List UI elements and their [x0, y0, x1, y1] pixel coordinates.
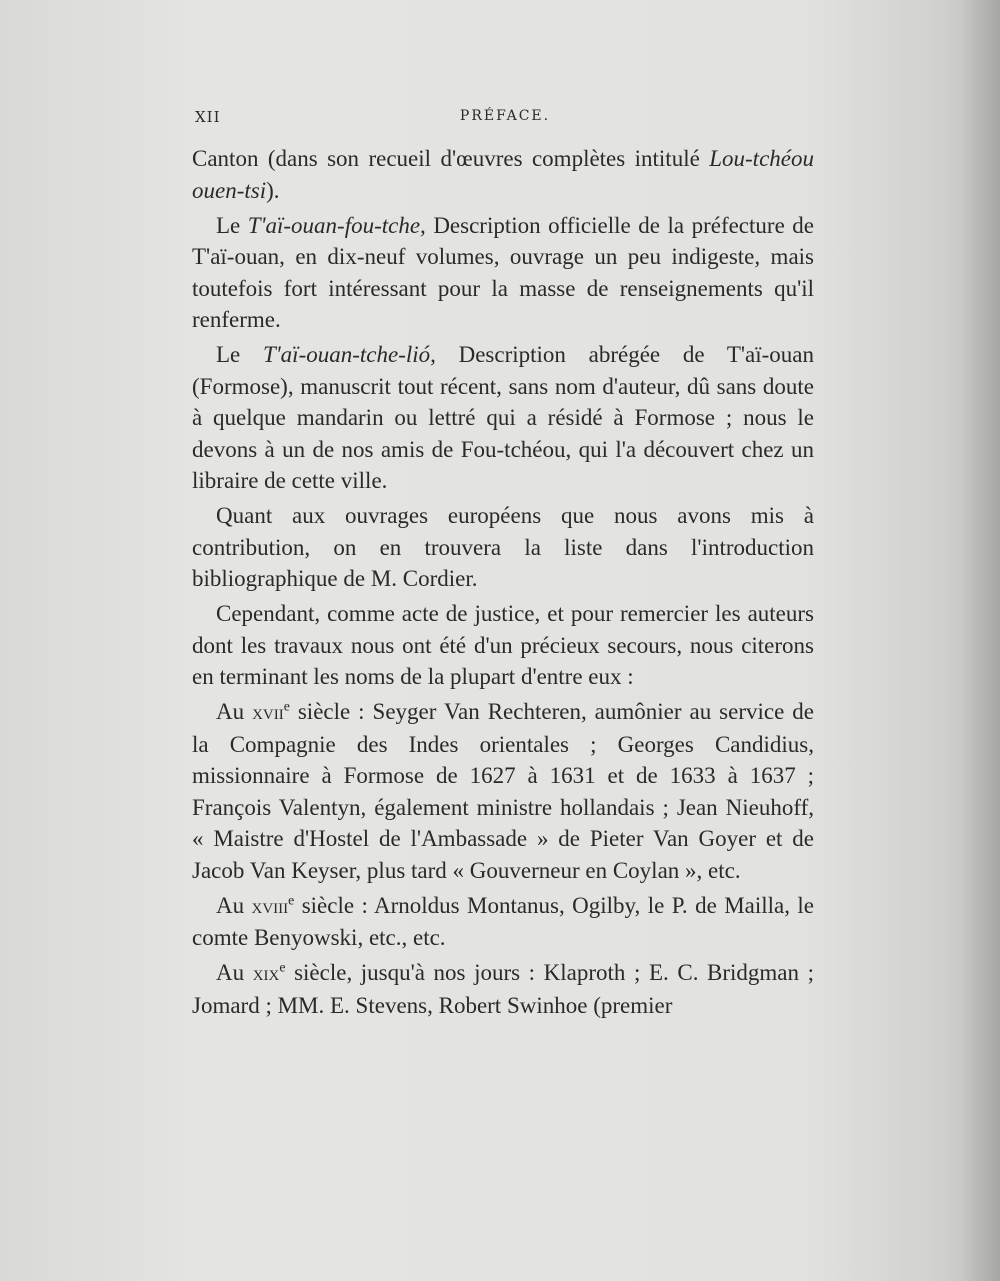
paragraph-3-title: T'aï-ouan-tche-lió,	[262, 342, 436, 367]
paragraph-2-lead: Le	[216, 212, 248, 238]
paragraph-1-title: Lou-tchéou ouen-tsi	[192, 146, 814, 203]
paragraph-2-text: Description officielle de la préfecture de T'aï-ouan, en dix-neuf volumes, ouvrage un peu indigeste, mais toutefois fort intéressant pour la masse de renseignements qu'il renferme.	[192, 212, 814, 332]
paragraph-6-lead: Au	[216, 699, 253, 724]
paragraph-3	[192, 339, 814, 497]
century-superscript: e	[288, 891, 295, 907]
page-gutter-shadow	[960, 0, 1000, 1281]
paragraph-1-text: Canton (dans son recueil d'œuvres complètes intitulé	[192, 146, 710, 171]
paragraph-7	[192, 890, 814, 954]
century-numeral: xviii	[251, 893, 289, 918]
paragraph-3-text: Description abrégée de T'aï-ouan (Formose), manuscrit tout récent, sans nom d'auteur, dû sans doute à quelque mandarin ou lettré qui a résidé à Formose ; nous le devons à un de nos amis de Fou-tchéou, qui l'a découvert chez un libraire de cette ville.	[192, 342, 814, 493]
paragraph-8-text: siècle, jusqu'à nos jours : Klaproth ; E. C. Bridgman ; Jomard ; MM. E. Stevens, Robert Swinhoe (premier	[192, 960, 814, 1018]
paragraph-1	[192, 143, 814, 206]
paragraph-5: Cependant, comme acte de justice, et pour remercier les auteurs dont les travaux nous ont été d'un précieux secours, nous citerons en terminant les noms de la plupart d'entre eux :	[192, 601, 814, 689]
paragraph-7-text: siècle : Arnoldus Montanus, Ogilby, le P. de Mailla, le comte Benyowski, etc., etc.	[192, 892, 814, 950]
paragraph-3-lead: Le	[216, 342, 263, 367]
century-numeral: xvii	[252, 700, 284, 724]
running-head	[195, 108, 815, 132]
paragraph-6-text: siècle : Seyger Van Rechteren, aumônier au service de la Compagnie des Indes orientales ; Georges Candidius, missionnaire à Formose de 1627 à 1631 et de 1633 à 1637 ; François Valentyn, également ministre hollandais ; Jean Nieuhoff, « Maistre d'Hostel de l'Ambassade » de Pieter Van Goyer et de Jacob Van Keyser, plus tard « Gouverneur en Coylan », etc.	[192, 699, 814, 883]
body-text	[192, 143, 814, 1025]
paragraph-8	[192, 957, 814, 1021]
paragraph-1-end: ).	[266, 177, 280, 203]
running-title: PRÉFACE.	[459, 108, 551, 124]
paragraph-7-lead: Au	[216, 892, 252, 918]
paragraph-6	[192, 696, 814, 886]
paragraph-8-lead: Au	[216, 960, 253, 985]
century-numeral: xix	[252, 961, 280, 985]
paragraph-2	[192, 210, 814, 336]
paragraph-4: Quant aux ouvrages européens que nous avons mis à contribution, on en trouvera la liste dans l'introduction bibliographique de M. Cordier.	[192, 503, 814, 591]
century-superscript: e	[283, 698, 290, 714]
page-number: XII	[195, 108, 221, 126]
paragraph-2-title: T'aï-ouan-fou-tche,	[247, 212, 426, 238]
century-superscript: e	[279, 959, 286, 975]
